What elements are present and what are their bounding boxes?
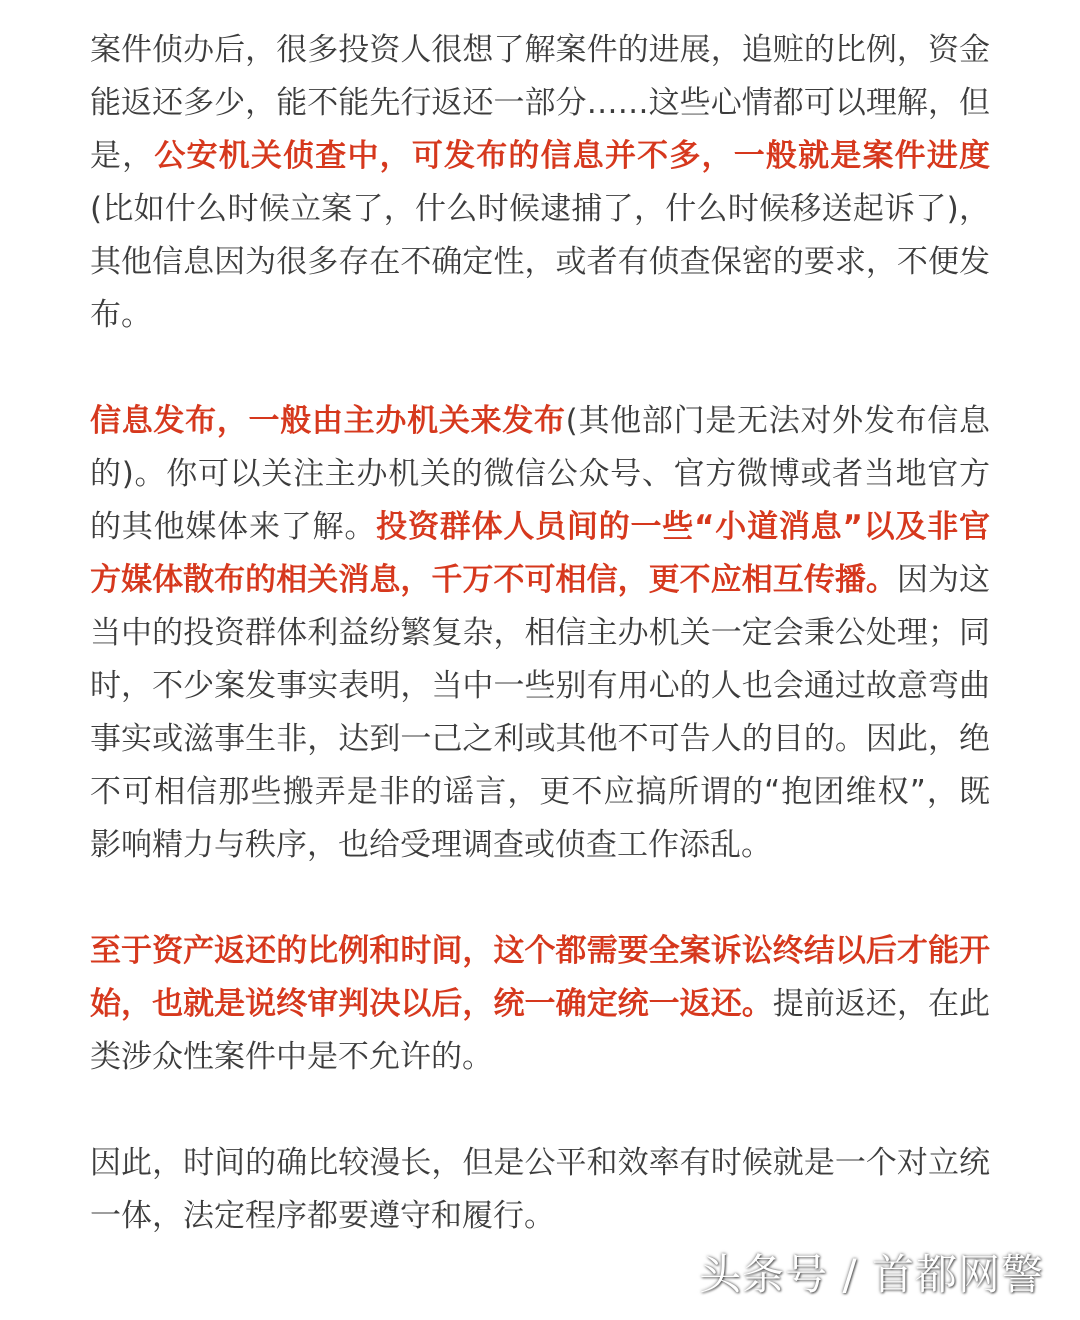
highlighted-text: 信息发布，一般由主办机关来发布	[90, 403, 566, 439]
paragraph-info-release	[90, 395, 990, 872]
text-segment: (其他部门是无法对外发布信息的)。你可以关注主办机关的微信公众号、官方微博或者当地官方的其他媒体来了解。	[90, 403, 991, 545]
text-segment: 因为这当中的投资群体利益纷繁复杂，相信主办机关一定会秉公处理；同时，不少案发事实表明，当中一些别有用心的人也会通过故意弯曲事实或滋事生非，达到一己之利或其他不可告人的目的。因此，绝不可相信那些搬弄是非的谣言，更不应搞所谓的“抱团维权”，既影响精力与秩序，也给受理调查或侦查工作添乱。	[90, 562, 991, 863]
text-segment: (比如什么时候立案了，什么时候逮捕了，什么时候移送起诉了)，其他信息因为很多存在不确定性，或者有侦查保密的要求，不便发布。	[90, 191, 990, 333]
text-segment: 因此，时间的确比较漫长，但是公平和效率有时候就是一个对立统一体，法定程序都要遵守和履行。	[90, 1145, 990, 1234]
paragraph-conclusion	[90, 1137, 990, 1243]
text-segment: 提前返还，在此类涉众性案件中是不允许的。	[90, 986, 991, 1075]
watermark: 头条号 / 首都网警	[699, 1250, 1044, 1299]
text-segment: 案件侦办后，很多投资人很想了解案件的进展，追赃的比例，资金能返还多少，能不能先行返还一部分……这些心情都可以理解，但是，	[90, 32, 990, 174]
highlighted-text: 投资群体人员间的一些“小道消息”以及非官方媒体散布的相关消息，千万不可相信，更不应相互传播。	[90, 509, 991, 598]
article-body	[90, 24, 990, 1296]
highlighted-text: 至于资产返还的比例和时间，这个都需要全案诉讼终结以后才能开始，也就是说终审判决以后，统一确定统一返还。	[90, 933, 990, 1022]
highlighted-text: 公安机关侦查中，可发布的信息并不多，一般就是案件进度	[154, 138, 991, 174]
paragraph-asset-return	[90, 925, 990, 1084]
paragraph-case-progress	[90, 24, 990, 342]
